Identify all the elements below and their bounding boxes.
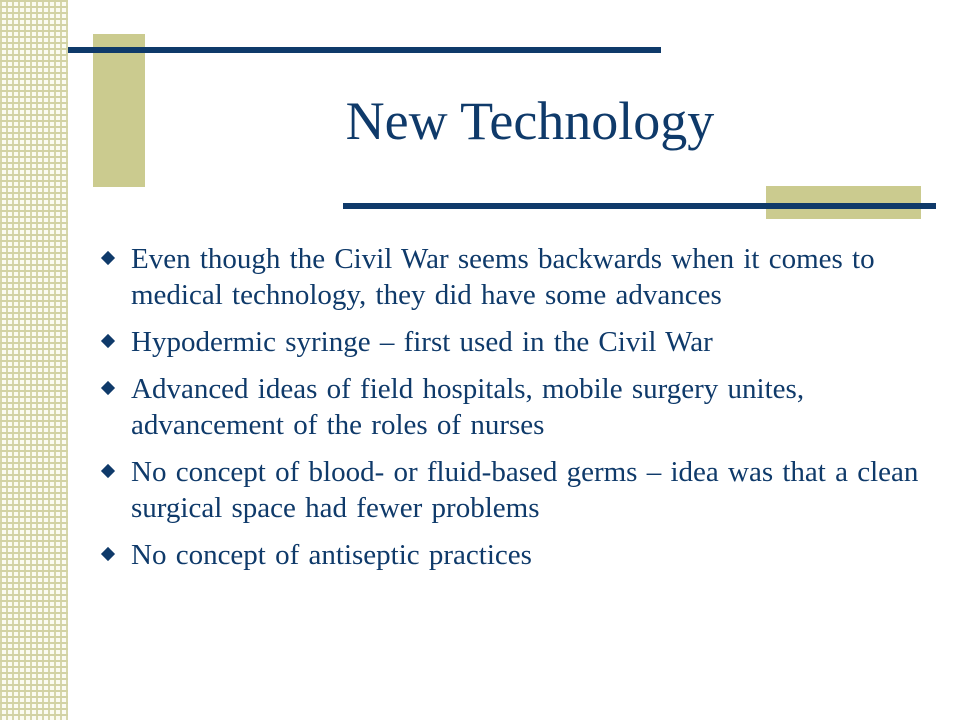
bullet-item xyxy=(100,324,920,360)
bullet-list xyxy=(100,241,920,584)
slide-title: New Technology xyxy=(345,91,715,151)
title-rule-bottom xyxy=(343,203,936,209)
bullet-text: No concept of blood- or fluid-based germs – idea was that a clean surgical space had fewer problems xyxy=(131,456,919,524)
bullet-item xyxy=(100,454,920,526)
decorative-side-pattern xyxy=(0,0,68,720)
bullet-text: Advanced ideas of field hospitals, mobile surgery unites, advancement of the roles of nurses xyxy=(131,373,805,441)
bullet-text: No concept of antiseptic practices xyxy=(131,539,532,571)
diamond-icon xyxy=(101,334,115,348)
title-rule-top xyxy=(68,47,661,53)
bullet-item xyxy=(100,371,920,443)
diamond-icon xyxy=(101,547,115,561)
bullet-item xyxy=(100,537,920,573)
bullet-item xyxy=(100,241,920,313)
diamond-icon xyxy=(101,381,115,395)
bullet-text: Even though the Civil War seems backwards when it comes to medical technology, they did have some advances xyxy=(131,243,875,311)
diamond-icon xyxy=(101,464,115,478)
bullet-text: Hypodermic syringe – first used in the Civil War xyxy=(131,326,713,358)
diamond-icon xyxy=(101,251,115,265)
accent-block-top xyxy=(93,34,145,187)
